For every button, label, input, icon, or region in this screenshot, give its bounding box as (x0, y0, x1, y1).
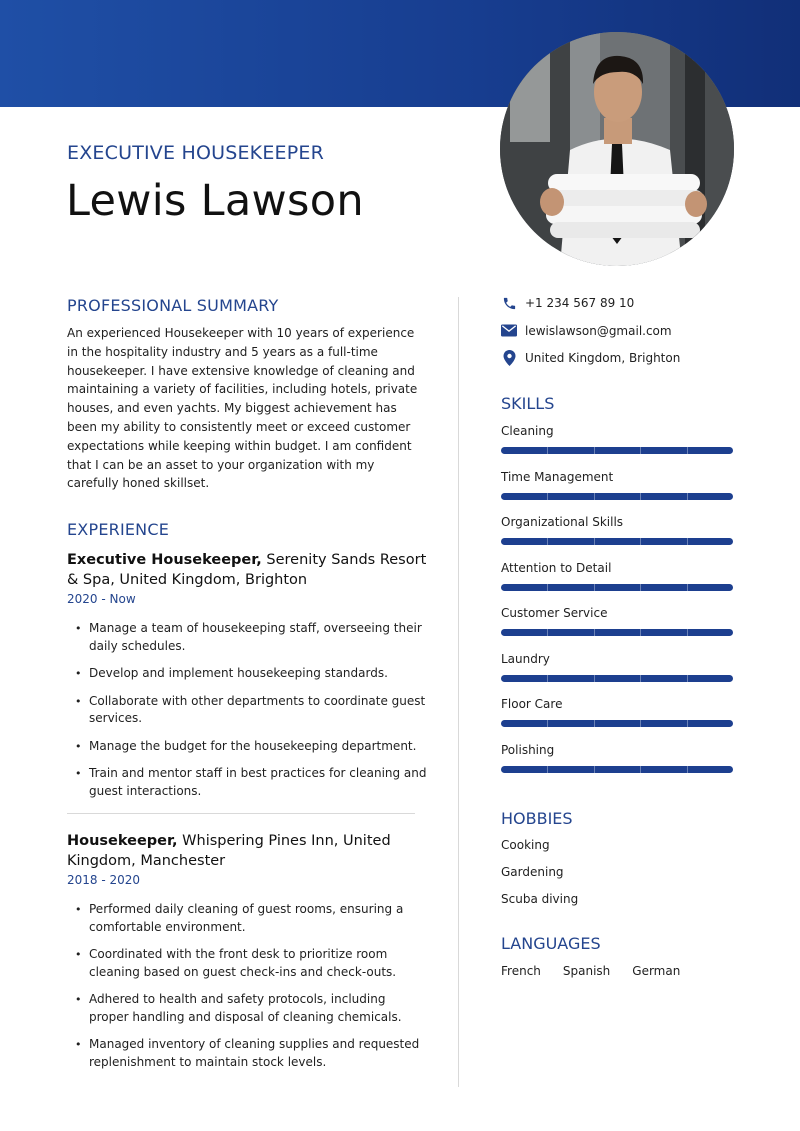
job-bullet: • Managed inventory of cleaning supplies and requested replenishment to maintain stock levels. (67, 1036, 427, 1071)
job-heading (67, 831, 427, 871)
skill-item (501, 696, 733, 727)
languages-heading: LANGUAGES (501, 933, 601, 953)
job-bullet: • Manage the budget for the housekeeping department. (67, 738, 427, 756)
job-dates: 2020 - Now (67, 592, 136, 607)
languages-list (501, 964, 733, 978)
skill-level-bar (501, 493, 733, 500)
envelope-icon (501, 323, 517, 339)
hobbies-list (501, 837, 733, 907)
skill-item (501, 651, 733, 682)
skill-label: Floor Care (501, 697, 563, 711)
skill-item (501, 605, 733, 636)
phone-text[interactable]: +1 234 567 89 10 (525, 296, 635, 310)
hobbies-heading: HOBBIES (501, 808, 573, 828)
job-bullets (67, 901, 427, 1071)
contact-email (501, 322, 733, 340)
experience-heading: EXPERIENCE (67, 520, 170, 540)
email-text[interactable]: lewislawson@gmail.com (525, 323, 672, 338)
language-item: Spanish (562, 963, 611, 978)
job-bullet: • Manage a team of housekeeping staff, overseeing their daily schedules. (67, 620, 427, 655)
job-title: EXECUTIVE HOUSEKEEPER (67, 142, 324, 164)
skill-item (501, 423, 733, 454)
job-separator (67, 813, 415, 814)
map-pin-icon (501, 350, 517, 366)
summary-heading: PROFESSIONAL SUMMARY (67, 296, 279, 315)
job-bullet: • Adhered to health and safety protocols, including proper handling and disposal of cleaning chemicals. (67, 991, 427, 1026)
right-column (501, 294, 733, 978)
job-heading (67, 550, 427, 590)
language-item: French (501, 963, 541, 978)
summary-text: An experienced Housekeeper with 10 years of experience in the hospitality industry and 5 years as a full-time housekeeper. I have extensive knowledge of cleaning and maintaining a variety of facilities, including hotels, private houses, and even yachts. My biggest achievement has been my ability to consistently meet or exceed customer expectations while keeping within budget. I am confident that I can be an asset to your organization with my carefully honed skillset. (67, 326, 418, 491)
left-column (67, 296, 427, 1081)
skill-label: Attention to Detail (501, 560, 612, 575)
skill-label: Cleaning (501, 424, 554, 438)
contact-phone (501, 294, 733, 312)
skill-level-bar (501, 720, 733, 727)
skill-label: Polishing (501, 742, 555, 757)
job-entry (67, 831, 427, 1071)
skill-item (501, 469, 733, 500)
job-role: Housekeeper, (67, 833, 178, 850)
skill-level-bar (501, 584, 733, 591)
housekeeper-portrait-image (500, 32, 734, 266)
skill-level-bar (501, 675, 733, 682)
skill-item (501, 560, 733, 591)
phone-icon (501, 295, 517, 311)
job-dates: 2018 - 2020 (67, 873, 141, 888)
job-bullet: • Coordinated with the front desk to prioritize room cleaning based on guest check-ins and check-outs. (67, 946, 427, 981)
job-entry (67, 550, 427, 800)
job-company: Whispering Pines Inn, United Kingdom, Manchester (67, 833, 391, 870)
skill-item (501, 514, 733, 545)
job-bullet: • Develop and implement housekeeping standards. (67, 665, 427, 683)
skill-level-bar (501, 629, 733, 636)
hobby-item: Cooking (501, 837, 550, 852)
skill-level-bar (501, 766, 733, 773)
profile-photo (500, 32, 734, 266)
skills-heading: SKILLS (501, 394, 555, 413)
skill-label: Organizational Skills (501, 515, 624, 529)
hobby-item: Gardening (501, 864, 564, 879)
skill-level-bar (501, 538, 733, 545)
skill-label: Laundry (501, 651, 550, 666)
hobby-item: Scuba diving (501, 891, 579, 906)
job-bullet: • Collaborate with other departments to coordinate guest services. (67, 693, 427, 728)
skill-item (501, 742, 733, 773)
skill-label: Customer Service (501, 606, 608, 620)
job-bullets (67, 620, 427, 800)
location-text: United Kingdom, Brighton (525, 351, 681, 365)
job-role: Executive Housekeeper, (67, 552, 262, 569)
job-bullet: • Train and mentor staff in best practices for cleaning and guest interactions. (67, 765, 427, 800)
job-bullet: • Performed daily cleaning of guest rooms, ensuring a comfortable environment. (67, 901, 427, 936)
skill-level-bar (501, 447, 733, 454)
column-divider (458, 297, 459, 1087)
job-company: Serenity Sands Resort & Spa, United Kingdom, Brighton (67, 552, 427, 589)
language-item: German (632, 963, 681, 978)
skill-label: Time Management (501, 469, 614, 484)
contact-location (501, 349, 733, 367)
candidate-name: Lewis Lawson (66, 176, 364, 226)
